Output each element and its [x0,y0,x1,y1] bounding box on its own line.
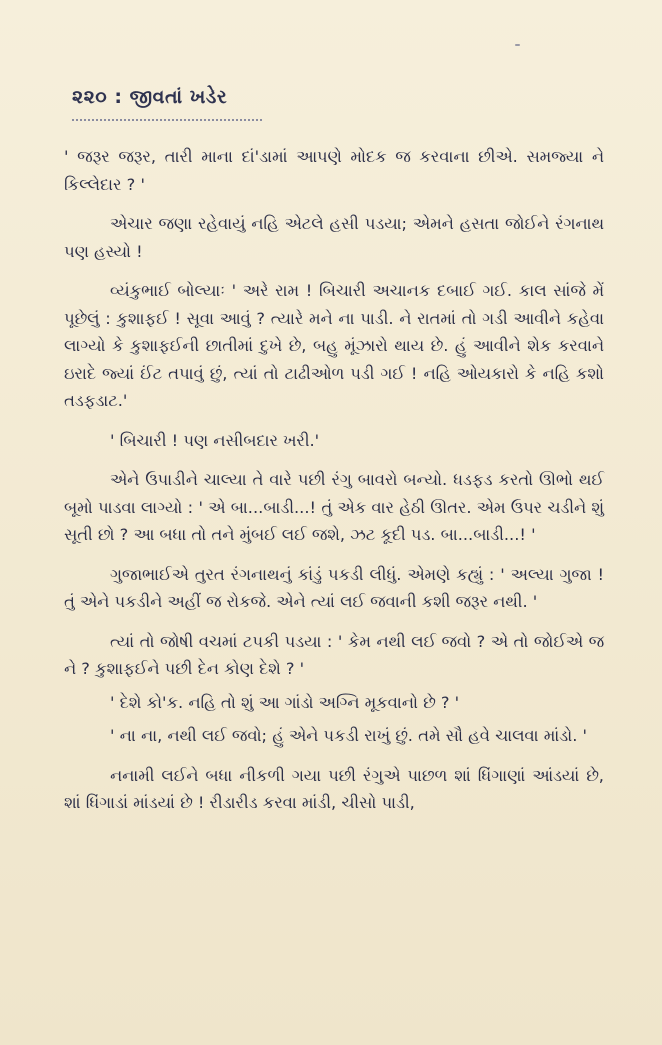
paragraph-7: ત્યાં તો જોષી વચમાં ટપકી પડયા : ' કેમ નથી લઈ જવો ? એ તો જોઈએ જ ને ? કુશાફઈને પછી દેન કોણ દેશે ? ' [64,631,604,678]
running-header: ૨૨૦ : જીવતાં ખડેર [72,86,228,108]
paragraph-6: ગુજાભાઈએ તુરત રંગનાથનું કાંડું પકડી લીધું. એમણે કહ્યું : ' અલ્યા ગુજા ! તું એને પકડીને અહીં જ રોકજે. એને ત્યાં લઈ જવાની કશી જરૂર નથી. ' [64,564,604,611]
paragraph-4: ' બિચારી ! પણ નસીબદાર ખરી.' [110,430,320,450]
paragraph-2: એચાર જણા રહેવાયું નહિ એટલે હસી પડયા; એમને હસતા જોઈને રંગનાથ પણ હસ્યો ! [64,214,604,261]
ink-speck [515,44,520,46]
paragraph-5: એને ઉપાડીને ચાલ્યા તે વારે પછી રંગુ બાવરો બન્યો. ધડફડ કરતો ઊભો થઈ બૂમો પાડવા લાગ્યો : ' એ બા...બાડી...! તું એક વાર હેઠી ઊતર. એમ ઉપર ચડીને શું સૂતી છો ? આ બધા તો તને મુંબઈ લઈ જશે, ઝટ કૂદી પડ. બા...બાડી...! ' [64,470,604,544]
header-underline [72,115,262,121]
paragraph-1: ' જરૂર જરૂર, તારી માના દાં'ડામાં આપણે મોદક જ કરવાના છીએ. સમજ્યા ને કિલ્લેદાર ? ' [64,147,604,194]
body-text [64,143,604,829]
paragraph-10: નનામી લઈને બધા નીકળી ગયા પછી રંગુએ પાછળ શાં ધિંગાણાં આંડયાં છે, શાં ધિંગાડાં માંડયાં છે ! રીડારીડ કરવા માંડી, ચીસો પાડી, [64,765,604,812]
paragraph-9: ' ના ના, નથી લઈ જવો; હું એને પકડી રાખું છું. તમે સૌ હવે ચાલવા માંડો. ' [110,726,588,745]
paragraph-3: વ્યંકુભાઈ બોલ્યાઃ ' અરે રામ ! બિચારી અચાનક દબાઈ ગઈ. કાલ સાંજે મેં પૂછેલું : કુશાફઈ ! સૂવા આવું ? ત્યારે મને ના પાડી. ને રાતમાં તો ગડી આવીને કહેવા લાગ્યો કે કુશાફઈની છાતીમાં દુખે છે, બહુ મૂંઝારો થાય છે. હું આવીને શેક કરવાને ઇરાદે જ્યાં ઈંટ તપાવું છું, ત્યાં તો ટાઢીઓળ પડી ગઈ ! નહિ ઓયકારો કે નહિ કશો તડફડાટ.' [64,281,604,410]
paragraph-8: ' દેશે કો'ક. નહિ તો શું આ ગાંડો અગ્નિ મૂકવાનો છે ? ' [110,692,460,712]
